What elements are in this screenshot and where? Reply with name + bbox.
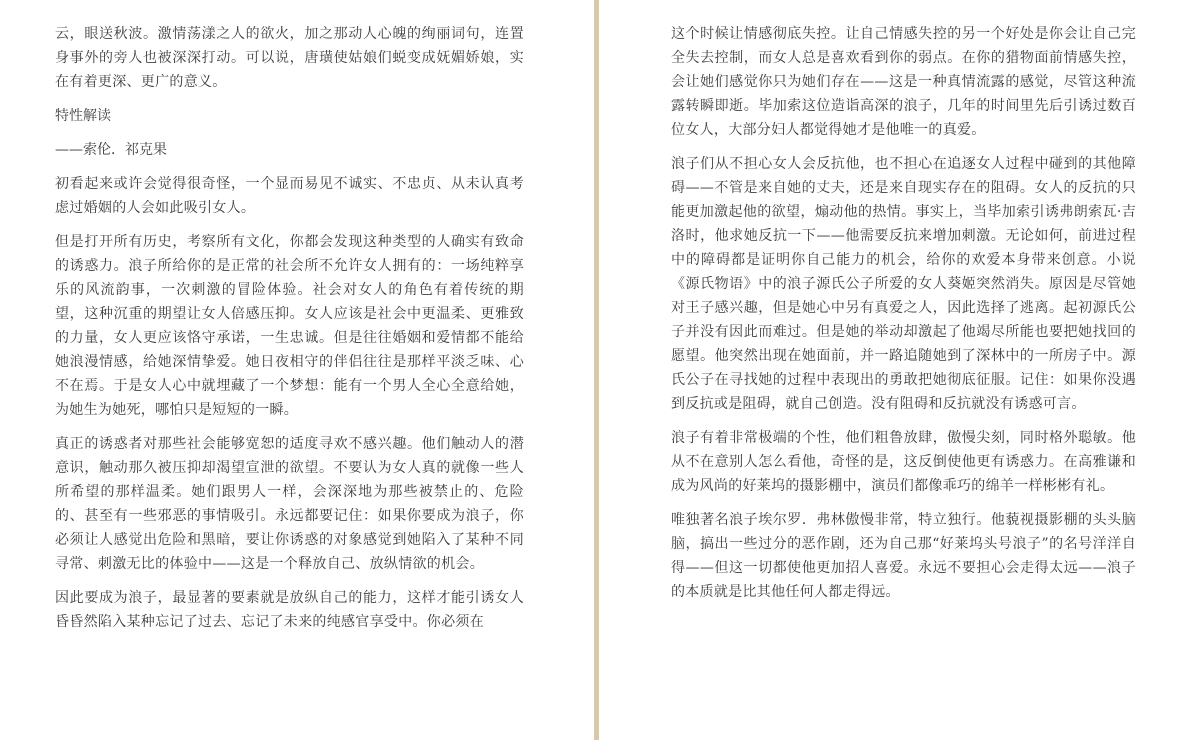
section-heading: 特性解读 <box>55 108 111 124</box>
paragraph: 因此要成为浪子，最显著的要素就是放纵自己的能力，这样才能引诱女人昏昏然陷入某种忘记了过去、忘记了未来的纯感官享受中。你必须在 <box>55 590 524 630</box>
paragraph: 浪子有着非常极端的个性，他们粗鲁放肆，傲慢尖刻，同时格外聪敏。他从不在意别人怎么看他，奇怪的是，这反倒使他更有诱惑力。在高雅谦和成为风尚的好莱坞的摄影棚中，演员们都像乖巧的绵羊一样彬彬有礼。 <box>671 430 1136 494</box>
paragraph: 真正的诱惑者对那些社会能够宽恕的适度寻欢不感兴趣。他们触动人的潜意识，触动那久被压抑却渴望宣泄的欲望。不要认为女人真的就像一些人所希望的那样温柔。她们跟男人一样，会深深地为那些被禁止的、危险的、甚至有一些邪恶的事情吸引。永远都要记住：如果你要成为浪子，你必须让人感觉出危险和黑暗，要让你诱惑的对象感觉到她陷入了某种不同寻常、刺激无比的体验中——这是一个释放自己、放纵情欲的机会。 <box>55 436 524 572</box>
paragraph: 浪子们从不担心女人会反抗他，也不担心在追逐女人过程中碰到的其他障碍——不管是来自她的丈夫，还是来自现实存在的阻碍。女人的反抗的只能更加激起他的欲望，煽动他的热情。事实上，当毕加索引诱弗朗索瓦·吉洛时，他求她反抗一下——他需要反抗来增加刺激。无论如何，前进过程中的障碍都是证明你自己能力的机会，给你的欢爱本身带来创意。小说《源氏物语》中的浪子源氏公子所爱的女人葵姬突然消失。原因是尽管她对王子感兴趣，但是她心中另有真爱之人，因此选择了逃离。起初源氏公子并没有因此而难过。但是她的举动却激起了他竭尽所能也要把她找回的愿望。他突然出现在她面前，并一路追随她到了深林中的一所房子中。源氏公子在寻找她的过程中表现出的勇敢把她彻底征服。记住：如果你没遇到反抗或是阻碍，就自己创造。没有阻碍和反抗就没有诱惑可言。 <box>671 156 1136 412</box>
paragraph: 但是打开所有历史，考察所有文化，你都会发现这种类型的人确实有致命的诱惑力。浪子所给你的是正常的社会所不允许女人拥有的：一场纯粹享乐的风流韵事，一次刺激的冒险体验。社会对女人的角色有着传统的期望，这种沉重的期望让女人倍感压抑。女人应该是社会中更温柔、更雅致的力量，女人更应该恪守承诺，一生忠诚。但是往往婚姻和爱情都不能给她浪漫情感，给她深情挚爱。她日夜相守的伴侣往往是那样平淡乏味、心不在焉。于是女人心中就埋藏了一个梦想：能有一个男人全心全意给她，为她生为她死，哪怕只是短短的一瞬。 <box>55 234 524 418</box>
paragraph: 唯独著名浪子埃尔罗．弗林傲慢非常，特立独行。他藐视摄影棚的头头脑脑，搞出一些过分的恶作剧，还为自己那“好莱坞头号浪子”的名号洋洋自得——但这一切都使他更加招人喜爱。永远不要担心会走得太远——浪子的本质就是比其他任何人都走得远。 <box>671 512 1136 600</box>
left-page <box>0 0 594 740</box>
right-page <box>599 0 1194 740</box>
paragraph: 云，眼送秋波。激情荡漾之人的欲火，加之那动人心魄的绚丽词句，连置身事外的旁人也被深深打动。可以说，唐璜使姑娘们蜕变成妩媚娇娘，实在有着更深、更广的意义。 <box>55 26 524 90</box>
paragraph: 这个时候让情感彻底失控。让自己情感失控的另一个好处是你会让自己完全失去控制，而女人总是喜欢看到你的弱点。在你的猎物面前情感失控，会让她们感觉你只为她们存在——这是一种真情流露的感觉，尽管这种流露转瞬即逝。毕加索这位造诣高深的浪子，几年的时间里先后引诱过数百位女人，大部分妇人都觉得她才是他唯一的真爱。 <box>671 26 1136 138</box>
quote-attribution: ——索伦．祁克果 <box>55 142 167 158</box>
paragraph: 初看起来或许会觉得很奇怪，一个显而易见不诚实、不忠贞、从未认真考虑过婚姻的人会如此吸引女人。 <box>55 176 524 216</box>
